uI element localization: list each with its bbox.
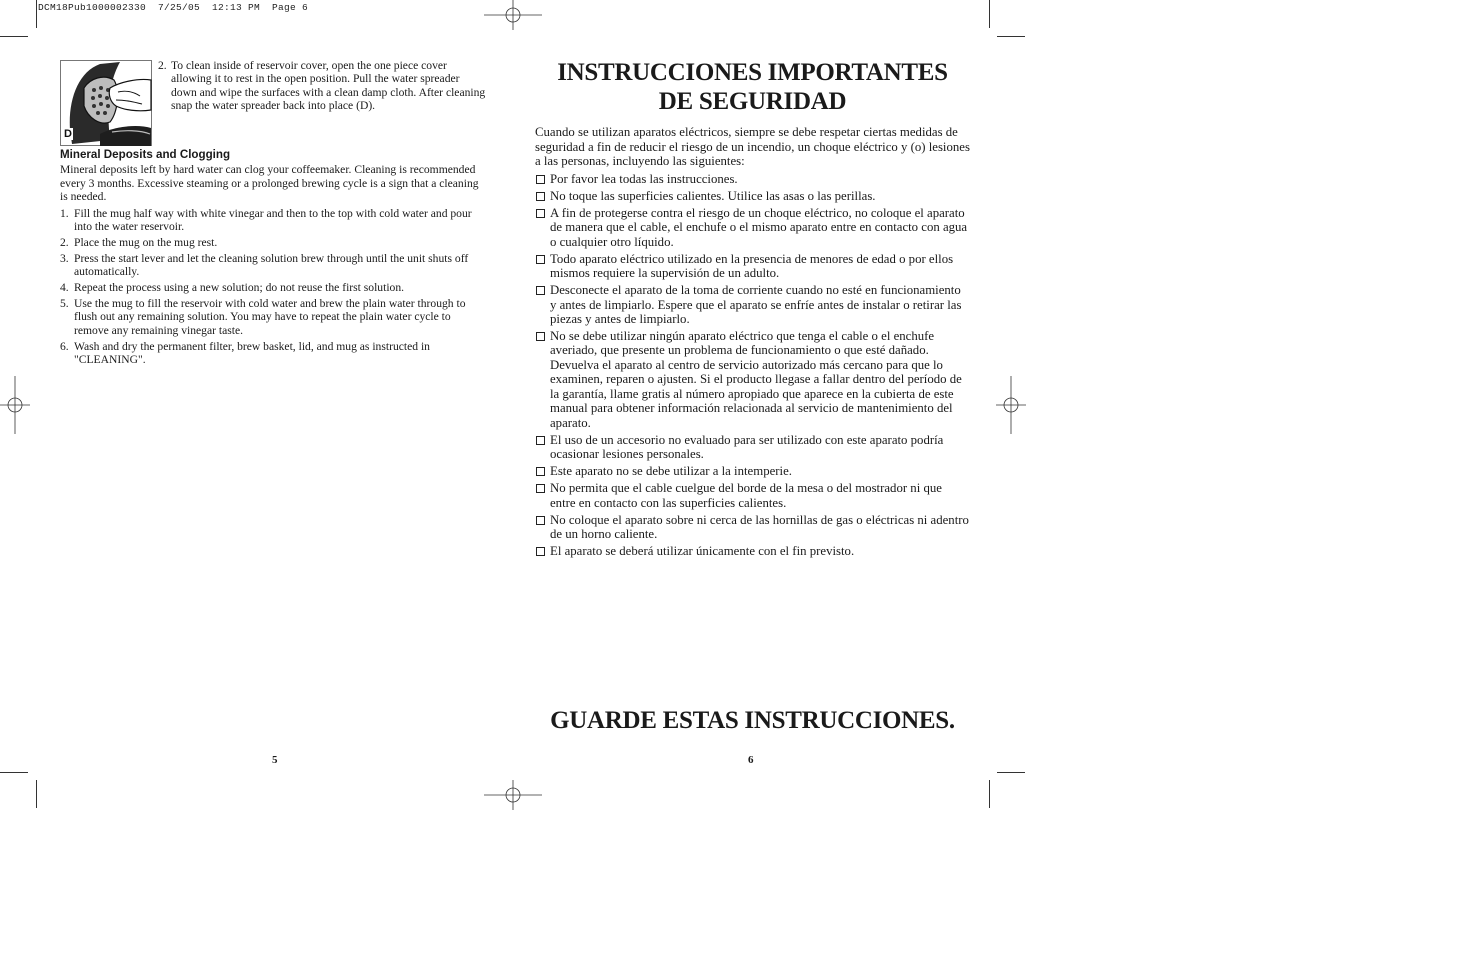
step-text: Repeat the process using a new solution; do not reuse the first solution. (74, 281, 405, 295)
step-number: 3. (60, 251, 69, 265)
checkbox-bullet-icon (536, 436, 545, 445)
list-item (535, 481, 970, 510)
checkbox-bullet-icon (536, 192, 545, 201)
registration-mark-icon (484, 766, 542, 824)
step-text: Fill the mug half way with white vinegar and then to the top with cold water and pour into the water reservoir. (74, 206, 472, 234)
checkbox-bullet-icon (536, 467, 545, 476)
bullet-text: Este aparato no se debe utilizar a la intemperie. (550, 464, 792, 479)
registration-mark-icon (982, 376, 1040, 434)
list-item (535, 433, 970, 462)
list-item (60, 236, 488, 249)
bullet-text: A fin de protegerse contra el riesgo de un choque eléctrico, no coloque el aparato de manera que el cable, el enchufe o el mismo aparato entre en contacto con agua o cualquier otro líquido. (550, 205, 968, 249)
list-item (535, 252, 970, 281)
crop-mark (36, 780, 37, 808)
list-item (535, 513, 970, 542)
list-item (60, 207, 488, 234)
step-number: 2. (158, 59, 167, 72)
bullet-text: Todo aparato eléctrico utilizado en la presencia de menores de edad o por ellos mismos requiere la supervisión de un adulto. (550, 251, 954, 281)
page-number-right: 6 (748, 754, 754, 766)
step-text: Use the mug to fill the reservoir with cold water and brew the plain water through to flush out any remaining solution. You may have to repeat the plain water cycle to remove any remaining vinegar taste. (74, 297, 466, 337)
checkbox-bullet-icon (536, 332, 545, 341)
bullet-text: Desconecte el aparato de la toma de corriente cuando no esté en funcionamiento y antes de limpiarlo. Espere que el aparato se enfríe antes de instalar o retirar las piezas y antes de limpiarlo. (550, 283, 962, 327)
bullet-text: No se debe utilizar ningún aparato eléctrico que tenga el cable o el enchufe averiado, que presente un problema de funcionamiento o que esté dañado. Devuelva el aparato al centro de servicio autorizado más cercano para que lo examinen, reparen o ajusten. Si el producto llegase a fallar dentro del período de la garantía, llame gratis al número apropiado que aparece en la cubierta de este manual para obtener información relacionada al servicio de mantenimiento del aparato. (550, 328, 962, 430)
crop-mark (0, 772, 28, 773)
crop-mark (997, 772, 1025, 773)
step-2-reservoir-cover (158, 59, 488, 113)
checkbox-bullet-icon (536, 209, 545, 218)
bullet-text: No permita que el cable cuelgue del borde de la mesa o del mostrador ni que entre en contacto con las superficies calientes. (550, 481, 942, 510)
bullet-text: El aparato se deberá utilizar únicamente con el fin previsto. (550, 543, 855, 558)
step-number: 6. (60, 339, 69, 353)
page-number-left: 5 (272, 754, 278, 766)
crop-mark (0, 36, 28, 37)
crop-mark (36, 0, 37, 28)
mineral-deposits-section (60, 148, 488, 369)
list-item (60, 281, 488, 294)
bullet-text: No toque las superficies calientes. Utilice las asas o las perillas. (550, 188, 876, 203)
safety-intro: Cuando se utilizan aparatos eléctricos, siempre se debe respetar ciertas medidas de seguridad a fin de reducir el riesgo de un incendio, un choque eléctrico y (o) lesiones a las personas, incluyendo las siguientes: (535, 125, 970, 169)
checkbox-bullet-icon (536, 255, 545, 264)
bullet-text: No coloque el aparato sobre ni cerca de las hornillas de gas o eléctricas ni adentro de un horno caliente. (550, 512, 969, 542)
crop-mark (989, 0, 990, 28)
registration-mark-icon (0, 376, 58, 434)
figure-label: D (64, 128, 72, 140)
step-text: Wash and dry the permanent filter, brew basket, lid, and mug as instructed in "CLEANING". (74, 339, 430, 367)
registration-mark-icon (484, 0, 542, 58)
step-text: Place the mug on the mug rest. (74, 235, 218, 249)
list-item (535, 283, 970, 327)
step-number: 5. (60, 297, 69, 311)
print-slug: DCM18Pub1000002330 7/25/05 12:13 PM Page 6 (38, 2, 309, 13)
cleaning-steps-list (60, 207, 488, 367)
page-title (535, 58, 970, 116)
checkbox-bullet-icon (536, 484, 545, 493)
list-item (535, 464, 970, 479)
section-heading: Mineral Deposits and Clogging (60, 148, 231, 161)
save-instructions-heading: GUARDE ESTAS INSTRUCCIONES. (550, 707, 955, 734)
step-text: Press the start lever and let the cleaning solution brew through until the unit shuts off automatically. (74, 251, 469, 279)
list-item (535, 189, 970, 204)
crop-mark (997, 36, 1025, 37)
title-line: DE SEGURIDAD (658, 88, 847, 115)
safety-checklist (535, 172, 970, 561)
list-item (60, 297, 488, 337)
checkbox-bullet-icon (536, 516, 545, 525)
reservoir-cleaning-illustration-icon (60, 60, 152, 146)
step-number: 1. (60, 206, 69, 220)
checkbox-bullet-icon (536, 547, 545, 556)
list-item (60, 252, 488, 279)
list-item (535, 172, 970, 187)
checkbox-bullet-icon (536, 175, 545, 184)
list-item (535, 329, 970, 431)
crop-mark (989, 780, 990, 808)
bullet-text: Por favor lea todas las instrucciones. (550, 172, 738, 186)
section-intro: Mineral deposits left by hard water can clog your coffeemaker. Cleaning is recommended every 3 months. Excessive steaming or a prolonged brewing cycle is a sign that a cleaning is needed. (60, 163, 479, 204)
title-line: INSTRUCCIONES IMPORTANTES (557, 59, 948, 86)
list-item (60, 340, 488, 367)
list-item (535, 206, 970, 250)
checkbox-bullet-icon (536, 286, 545, 295)
step-number: 4. (60, 281, 69, 295)
step-number: 2. (60, 235, 69, 249)
bullet-text: El uso de un accesorio no evaluado para ser utilizado con este aparato podría ocasionar lesiones personales. (550, 432, 944, 462)
list-item (535, 544, 970, 559)
step-text: To clean inside of reservoir cover, open the one piece cover allowing it to rest in the open position. Pull the water spreader down and wipe the surfaces with a clean damp cloth. After cleaning snap the water spreader back into place (D). (171, 59, 486, 113)
figure-d-illustration (60, 60, 152, 146)
